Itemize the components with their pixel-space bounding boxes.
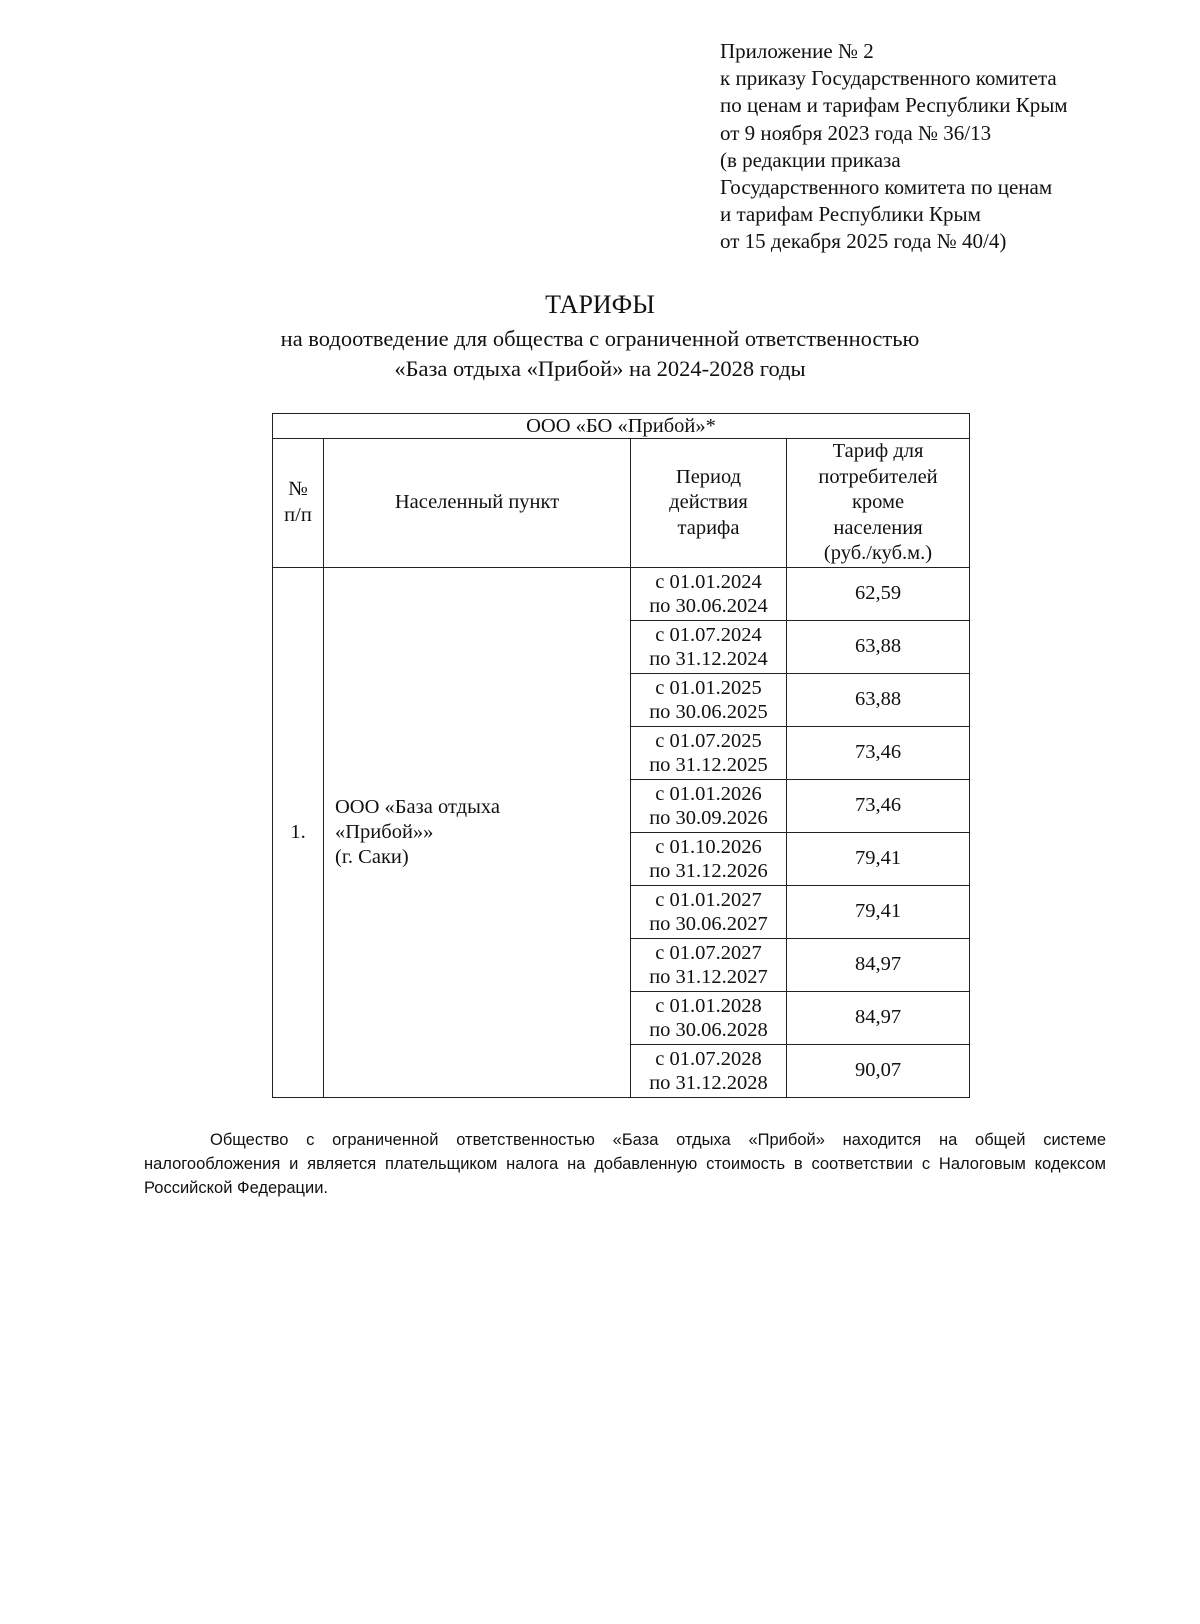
period-cell: с 01.01.2026 по 30.09.2026: [631, 779, 787, 832]
column-header-period: Период действия тарифа: [631, 439, 787, 568]
rate-cell: 63,88: [787, 673, 970, 726]
appendix-line: к приказу Государственного комитета: [720, 66, 1057, 91]
appendix-line: (в редакции приказа: [720, 147, 901, 172]
rate-cell: 62,59: [787, 567, 970, 620]
document-title: ТАРИФЫ: [545, 290, 655, 319]
table-header-row: [273, 439, 970, 568]
row-number: 1.: [273, 567, 324, 1097]
appendix-line: по ценам и тарифам Республики Крым: [720, 93, 1068, 118]
rate-cell: 79,41: [787, 885, 970, 938]
appendix-line: и тарифам Республики Крым: [720, 202, 981, 227]
rate-cell: 73,46: [787, 779, 970, 832]
period-cell: с 01.01.2027 по 30.06.2027: [631, 885, 787, 938]
table-org-header-row: [273, 414, 970, 439]
column-header-number: № п/п: [273, 439, 324, 568]
org-header: ООО «БО «Прибой»*: [273, 414, 970, 439]
locality-cell: ООО «База отдыха «Прибой»» (г. Саки): [324, 567, 631, 1097]
table-row: [273, 567, 970, 620]
column-header-locality: Населенный пункт: [324, 439, 631, 568]
rate-cell: 63,88: [787, 620, 970, 673]
period-cell: с 01.10.2026 по 31.12.2026: [631, 832, 787, 885]
document-subtitle-line-1: на водоотведение для общества с ограниченной ответственностью: [280, 326, 920, 351]
rate-cell: 73,46: [787, 726, 970, 779]
rate-cell: 84,97: [787, 991, 970, 1044]
period-cell: с 01.07.2027 по 31.12.2027: [631, 938, 787, 991]
rate-cell: 84,97: [787, 938, 970, 991]
period-cell: с 01.07.2024 по 31.12.2024: [631, 620, 787, 673]
rate-cell: 79,41: [787, 832, 970, 885]
appendix-line: Приложение № 2: [720, 39, 874, 63]
period-cell: с 01.01.2025 по 30.06.2025: [631, 673, 787, 726]
document-subtitle-line-2: «База отдыха «Прибой» на 2024-2028 годы: [394, 356, 806, 381]
period-cell: с 01.07.2025 по 31.12.2025: [631, 726, 787, 779]
appendix-line: от 15 декабря 2025 года № 40/4): [720, 229, 1007, 254]
column-header-rate: Тариф для потребителей кроме населения (руб./куб.м.): [787, 439, 970, 568]
tax-note: Общество с ограниченной ответственностью «База отдыха «Прибой» находится на общей системе налогообложения и является плательщиком налога на добавленную стоимость в соответствии с Налоговым кодексом Российской Федерации.: [144, 1131, 1106, 1197]
appendix-line: от 9 ноября 2023 года № 36/13: [720, 120, 992, 145]
period-cell: с 01.07.2028 по 31.12.2028: [631, 1044, 787, 1097]
period-cell: с 01.01.2028 по 30.06.2028: [631, 991, 787, 1044]
rate-cell: 90,07: [787, 1044, 970, 1097]
appendix-line: Государственного комитета по ценам: [720, 175, 1053, 200]
appendix-block: [720, 38, 1160, 256]
period-cell: с 01.01.2024 по 30.06.2024: [631, 567, 787, 620]
tariff-table: [272, 413, 970, 1098]
